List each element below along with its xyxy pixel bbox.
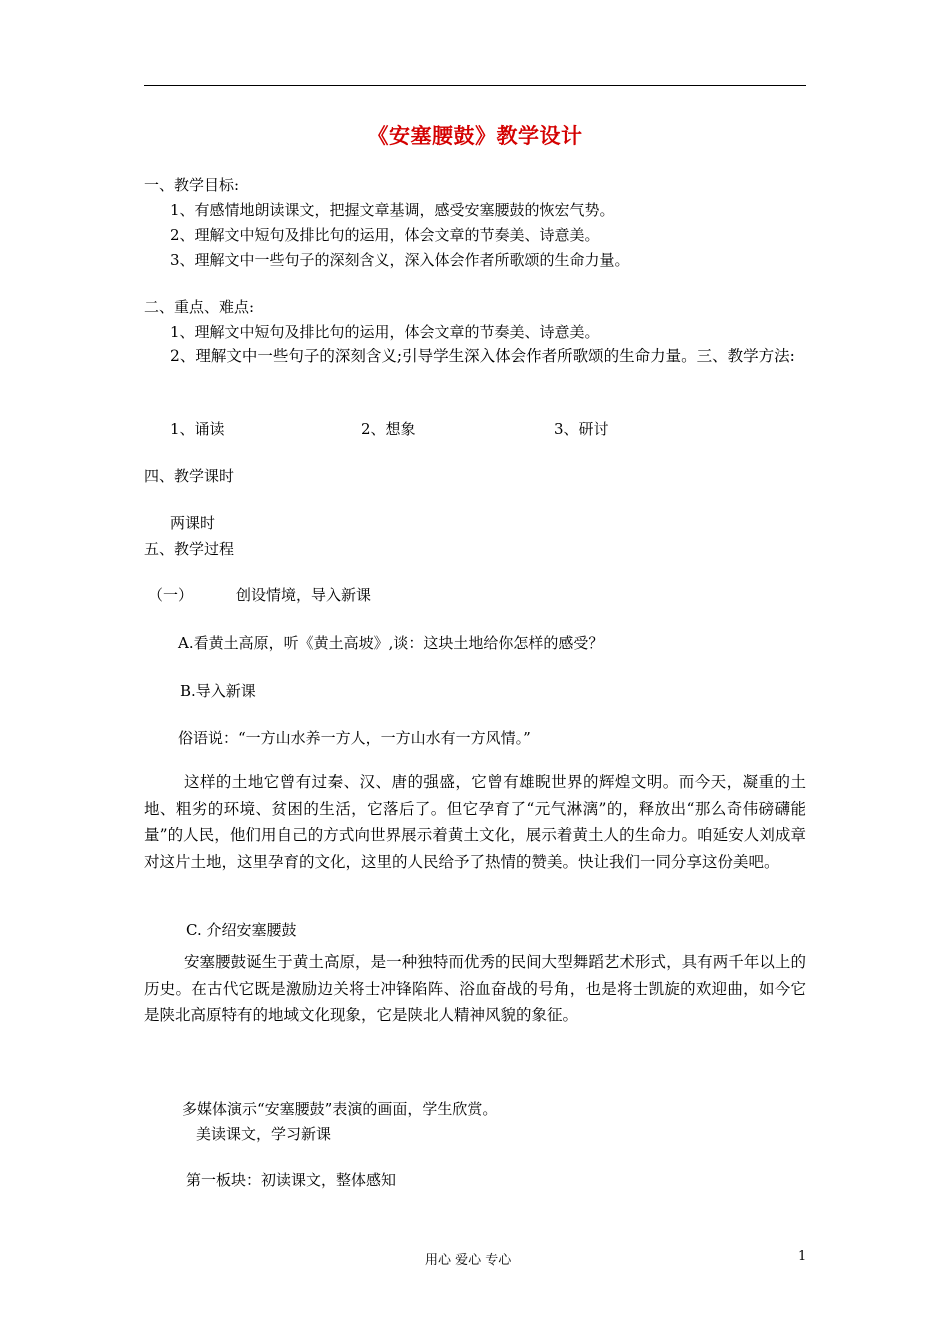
multimedia-note: 多媒体演示“安塞腰鼓”表演的画面，学生欣赏。	[182, 1100, 498, 1118]
objective-item: 1、有感情地朗读课文，把握文章基调，感受安塞腰鼓的恢宏气势。	[170, 201, 615, 219]
method-item: 3、研讨	[554, 420, 609, 438]
header-rule	[144, 85, 806, 86]
page-number: 1	[798, 1249, 807, 1264]
key-point-item: 1、理解文中短句及排比句的运用，体会文章的节奏美、诗意美。	[170, 323, 600, 341]
section-heading-key-points: 二、重点、难点:	[144, 298, 255, 316]
step-a: A.看黄土高原，听《黄土高坡》,谈：这块土地给你怎样的感受？	[178, 634, 604, 652]
intro-paragraph: 这样的土地它曾有过秦、汉、唐的强盛，它曾有雄睨世界的辉煌文明。而今天，凝重的土地、粗劣的环境、贫困的生活，它落后了。但它孕育了“元气淋漓”的，释放出“那么奇伟磅礴能量”的人民，他们用自己的方式向世界展示着黄土文化，展示着黄土人的生命力。咱延安人刘成章对这片土地，这里孕育的文化，这里的人民给予了热情的赞美。快让我们一同分享这份美吧。	[144, 773, 806, 871]
proverb: 俗语说：“一方山水养一方人，一方山水有一方风情。”	[178, 729, 531, 747]
method-item: 1、诵读	[170, 420, 225, 438]
section-heading-hours: 四、教学课时	[144, 467, 235, 485]
step-b: B.导入新课	[180, 682, 256, 700]
page-title: 《安塞腰鼓》教学设计	[367, 123, 583, 148]
objective-item: 2、理解文中短句及排比句的运用，体会文章的节奏美、诗意美。	[170, 226, 600, 244]
step-2: 美读课文，学习新课	[196, 1125, 332, 1143]
hours-value: 两课时	[170, 514, 216, 532]
section-heading-process: 五、教学过程	[144, 540, 235, 558]
footer-motto: 用心 爱心 专心	[425, 1253, 512, 1268]
step-c: C. 介绍安塞腰鼓	[186, 921, 297, 939]
section-heading-objectives: 一、教学目标:	[144, 176, 240, 194]
ansai-drum-paragraph: 安塞腰鼓诞生于黄土高原，是一种独特而优秀的民间大型舞蹈艺术形式，具有两千年以上的历史。在古代它既是激励边关将士冲锋陷阵、浴血奋战的号角，也是将士凯旋的欢迎曲，如今它是陕北高原特有的地域文化现象，它是陕北人精神风貌的象征。	[144, 953, 806, 1024]
key-point-item: 2、理解文中一些句子的深刻含义;引导学生深入体会作者所歌颂的生命力量。三、教学方法:	[170, 347, 795, 365]
step-label: 创设情境，导入新课	[236, 586, 372, 604]
method-item: 2、想象	[361, 420, 416, 438]
block-1: 第一板块：初读课文，整体感知	[186, 1171, 397, 1189]
step-number: （一）	[148, 586, 194, 604]
objective-item: 3、理解文中一些句子的深刻含义，深入体会作者所歌颂的生命力量。	[170, 251, 630, 269]
